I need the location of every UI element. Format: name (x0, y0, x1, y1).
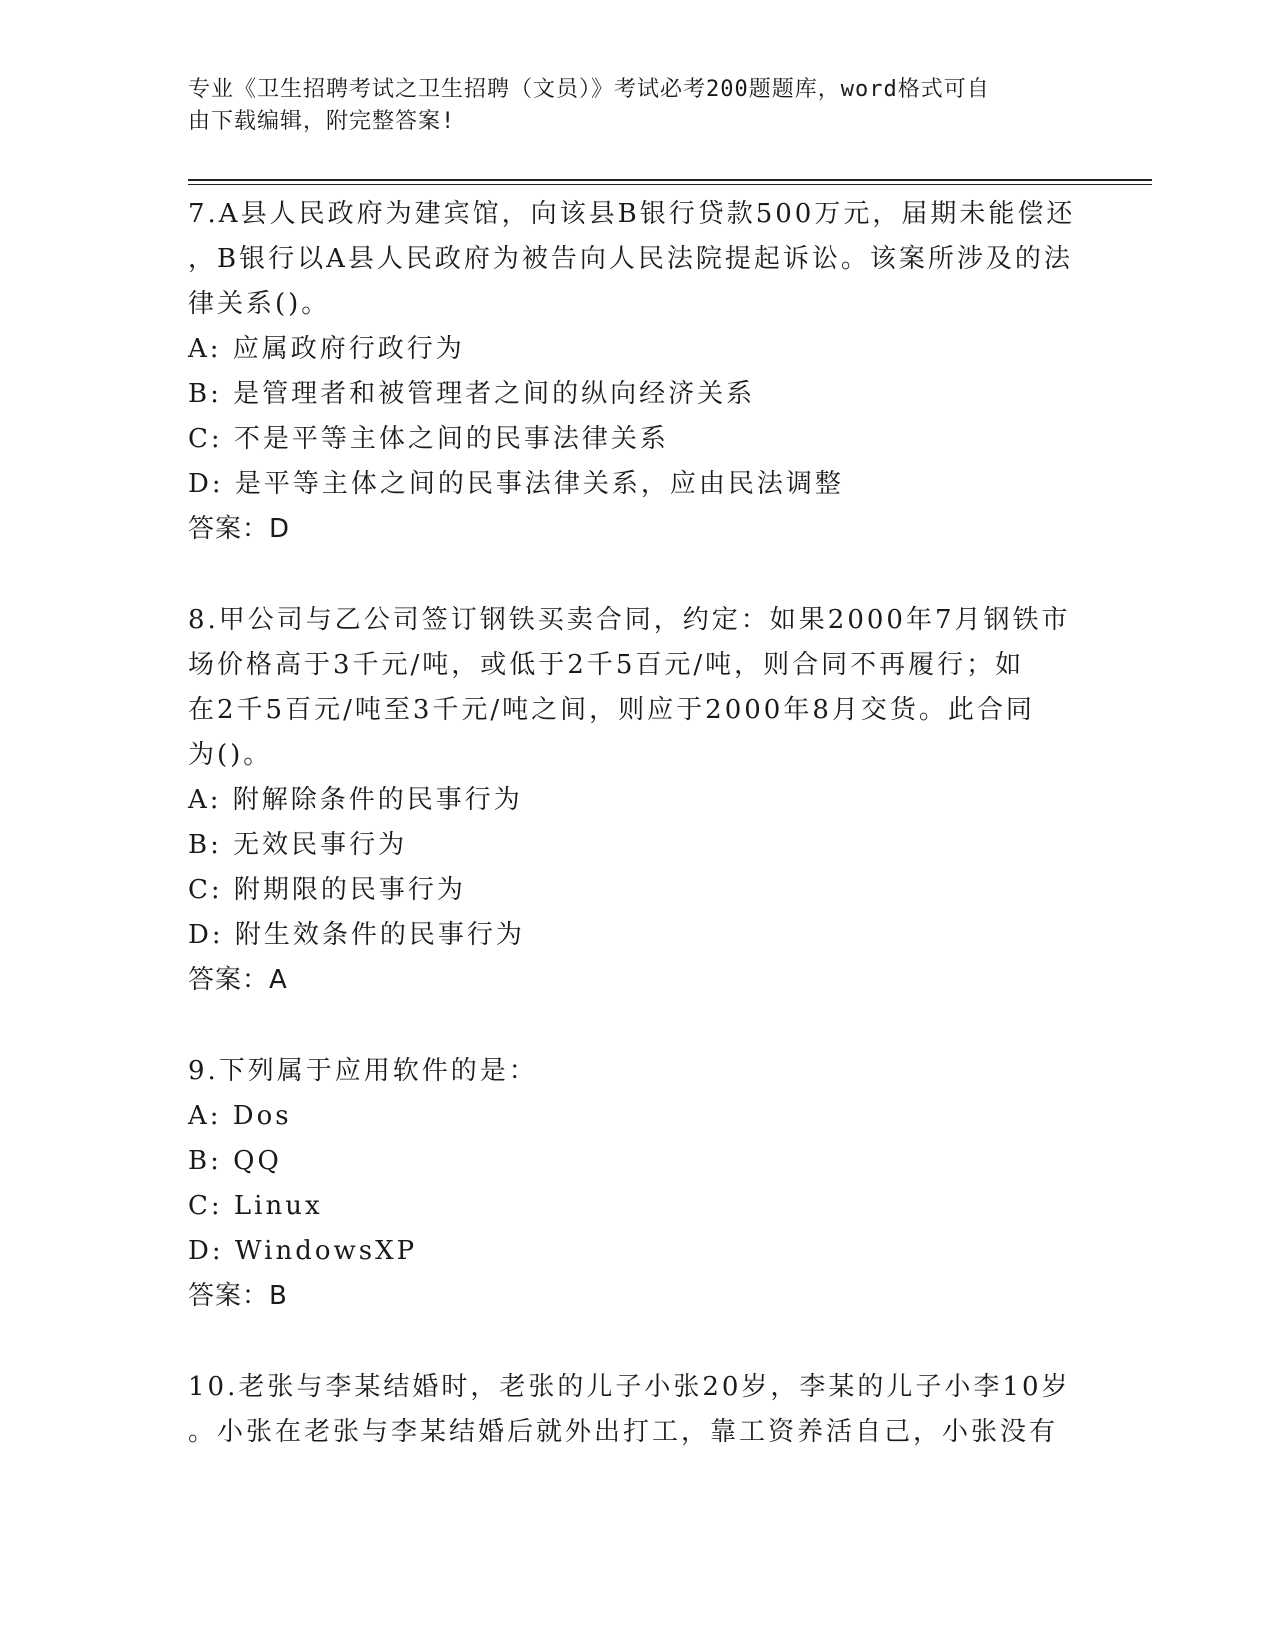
answer: 答案：B (188, 1281, 288, 1311)
question-text-line: 7.A县人民政府为建宾馆，向该县B银行贷款500万元，届期未能偿还 (188, 199, 1076, 229)
option-b: B: 是管理者和被管理者之间的纵向经济关系 (188, 379, 756, 409)
option-a: A: 应属政府行政行为 (188, 334, 465, 364)
header-line-2: 由下载编辑，附完整答案! (188, 109, 456, 134)
document-header (188, 74, 1068, 138)
question-text-line: 9.下列属于应用软件的是： (188, 1056, 538, 1086)
option-d: D: WindowsXP (188, 1236, 418, 1266)
question-list (188, 192, 1088, 1501)
option-a: A: Dos (188, 1101, 292, 1131)
question-text-line: 为()。 (188, 740, 273, 770)
question-text-line: 在2千5百元/吨至3千元/吨之间，则应于2000年8月交货。此合同 (188, 695, 1035, 725)
question-text-line: 10.老张与李某结婚时，老张的儿子小张20岁，李某的儿子小李10岁 (188, 1372, 1071, 1402)
option-c: C: 不是平等主体之间的民事法律关系 (188, 424, 669, 454)
answer: 答案：A (188, 965, 288, 995)
option-b: B: QQ (188, 1146, 282, 1176)
question-text-line: 场价格高于3千元/吨，或低于2千5百元/吨，则合同不再履行；如 (188, 650, 1025, 680)
option-c: C: Linux (188, 1191, 323, 1221)
question-text-line: 8.甲公司与乙公司签订钢铁买卖合同，约定：如果2000年7月钢铁市 (188, 605, 1071, 635)
question-text-line: ，B银行以A县人民政府为被告向人民法院提起诉讼。该案所涉及的法 (188, 244, 1073, 274)
option-c: C: 附期限的民事行为 (188, 875, 466, 905)
question-text-line: 。小张在老张与李某结婚后就外出打工，靠工资养活自己，小张没有 (188, 1417, 1059, 1447)
question-9 (188, 1049, 1088, 1319)
question-text-line: 律关系()。 (188, 289, 331, 319)
header-line-1: 专业《卫生招聘考试之卫生招聘（文员）》考试必考200题题库，word格式可自 (188, 77, 990, 102)
option-d: D: 是平等主体之间的民事法律关系，应由民法调整 (188, 469, 844, 499)
header-divider-thick (188, 179, 1152, 181)
option-a: A: 附解除条件的民事行为 (188, 785, 523, 815)
question-10 (188, 1365, 1088, 1455)
option-b: B: 无效民事行为 (188, 830, 408, 860)
answer: 答案：D (188, 514, 291, 544)
option-d: D: 附生效条件的民事行为 (188, 920, 525, 950)
question-7 (188, 192, 1088, 552)
question-8 (188, 598, 1088, 1003)
header-divider-thin (188, 184, 1152, 185)
